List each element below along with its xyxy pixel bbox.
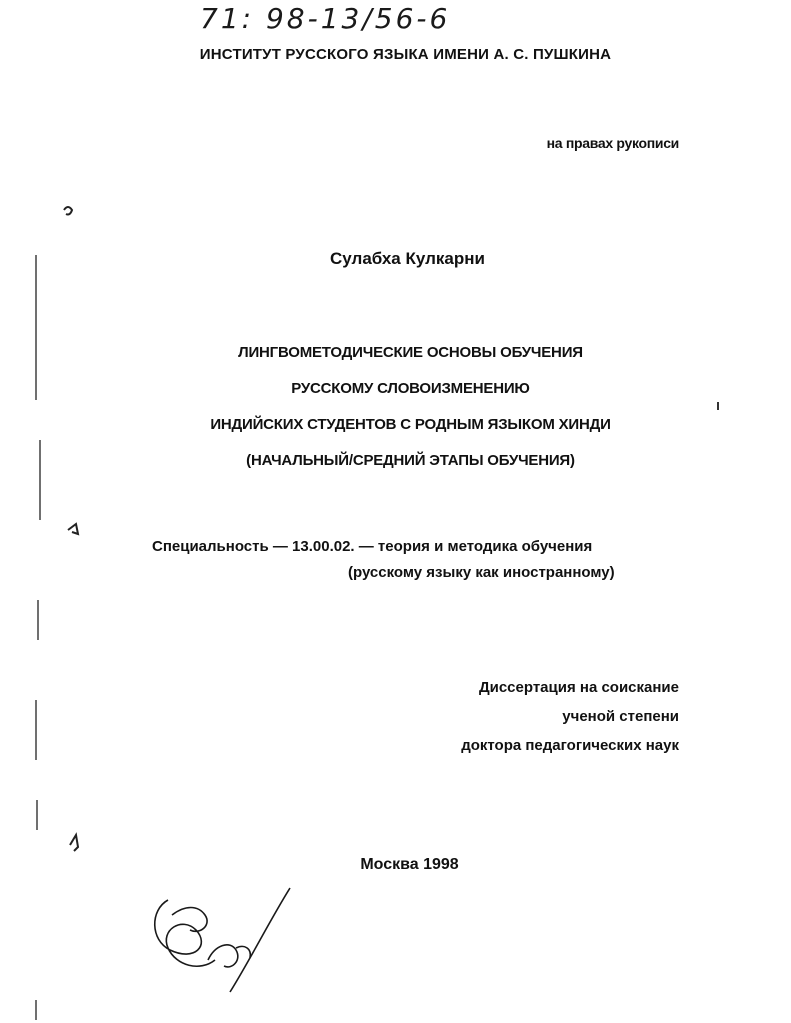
institute-heading: ИНСТИТУТ РУССКОГО ЯЗЫКА ИМЕНИ А. С. ПУШКИНА — [199, 46, 612, 63]
author-name: Сулабха Кулкарни — [330, 249, 485, 268]
title-line-3: ИНДИЙСКИХ СТУДЕНТОВ С РОДНЫМ ЯЗЫКОМ ХИНДИ — [210, 416, 611, 433]
dissertation-line-1: Диссертация на соискание — [478, 679, 679, 696]
dissertation-line-3: доктора педагогических наук — [461, 737, 679, 754]
specialty-line-2: (русскому языку как иностранному) — [348, 564, 615, 581]
margin-mark-2 — [68, 524, 78, 534]
dissertation-line-2: ученой степени — [562, 708, 679, 725]
specialty-line-1: Специальность — 13.00.02. — теория и методика обучения — [152, 538, 593, 555]
rights-note: на правах рукописи — [546, 135, 679, 151]
catalog-number: 71: 98-13/56-6 — [200, 2, 451, 35]
title-line-1: ЛИНГВОМЕТОДИЧЕСКИЕ ОСНОВЫ ОБУЧЕНИЯ — [238, 344, 583, 361]
signature-drawing — [155, 888, 290, 992]
city-year: Москва 1998 — [360, 856, 459, 873]
margin-mark-3 — [70, 835, 78, 851]
left-margin-marks — [36, 255, 40, 1020]
title-line-4: (НАЧАЛЬНЫЙ/СРЕДНИЙ ЭТАПЫ ОБУЧЕНИЯ) — [246, 452, 575, 469]
title-line-2: РУССКОМУ СЛОВОИЗМЕНЕНИЮ — [291, 380, 530, 397]
margin-mark-1 — [64, 207, 72, 215]
